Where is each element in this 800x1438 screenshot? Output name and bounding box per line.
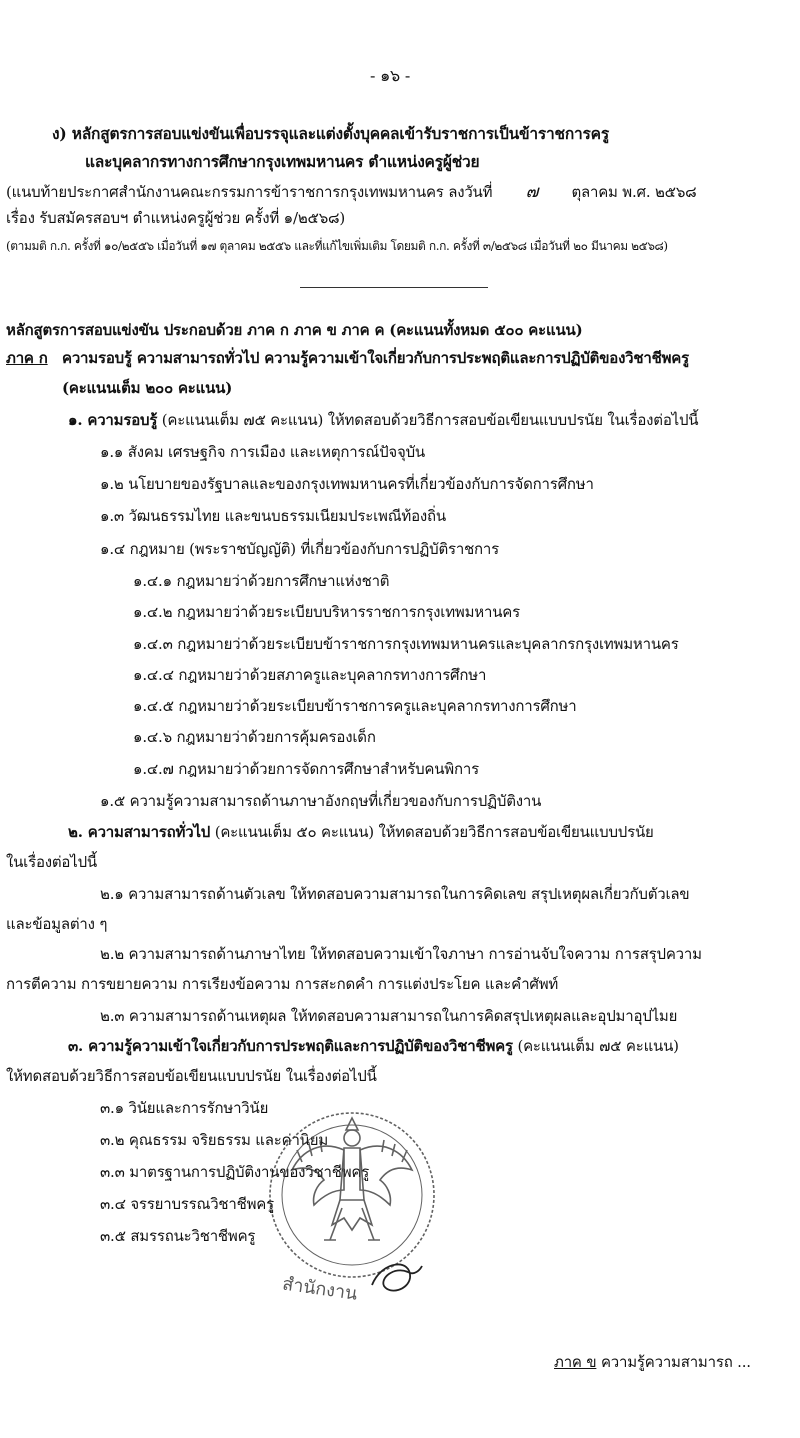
list-item-1-4-2: ๑.๔.๒ กฎหมายว่าด้วยระเบียบบริหารราชการกรุงเทพมหานคร <box>133 603 520 621</box>
list-item-2-3: ๒.๓ ความสามารถด้านเหตุผล ให้ทดสอบความสามารถในการคิดสรุปเหตุผลและอุปมาอุปไมย <box>100 1007 678 1025</box>
garuda-emblem-icon <box>262 1090 442 1310</box>
list-item-1-4-4: ๑.๔.๔ กฎหมายว่าด้วยสภาครูและบุคลากรทางการศึกษา <box>133 666 487 684</box>
list-item-1-3: ๑.๓ วัฒนธรรมไทย และขนบธรรมเนียมประเพณีท้องถิ่น <box>100 507 446 525</box>
section-3-continuation: ให้ทดสอบด้วยวิธีการสอบข้อเขียนแบบปรนัย ในเรื่องต่อไปนี้ <box>6 1067 377 1085</box>
document-title-line2: และบุคลากรทางการศึกษากรุงเทพมหานคร ตำแหน่งครูผู้ช่วย <box>85 152 480 171</box>
section-3-title: ๓. ความรู้ความเข้าใจเกี่ยวกับการประพฤติและการปฏิบัติของวิชาชีพครู <box>68 1037 513 1055</box>
section-1-title: ๑. ความรอบรู้ <box>68 411 158 429</box>
document-title-line1: ง) หลักสูตรการสอบแข่งขันเพื่อบรรจุและแต่งตั้งบุคคลเข้ารับราชการเป็นข้าราชการครู <box>52 124 609 143</box>
list-item-2-1: ๒.๑ ความสามารถด้านตัวเลข ให้ทดสอบความสามารถในการคิดเลข สรุปเหตุผลเกี่ยวกับตัวเลข <box>100 885 690 903</box>
annex-suffix: ตุลาคม พ.ศ. ๒๕๖๘ <box>571 183 697 201</box>
list-item-1-4: ๑.๔ กฎหมาย (พระราชบัญญัติ) ที่เกี่ยวข้องกับการปฏิบัติราชการ <box>100 540 500 558</box>
list-item-2-1-continuation: และข้อมูลต่าง ๆ <box>6 915 108 933</box>
annex-day-handwritten: ๗ <box>525 182 539 202</box>
part-a-heading <box>6 348 689 368</box>
list-item-3-4: ๓.๔ จรรยาบรรณวิชาชีพครู <box>100 1195 274 1213</box>
list-item-1-4-6: ๑.๔.๖ กฎหมายว่าด้วยการคุ้มครองเด็ก <box>133 728 376 746</box>
section-2-title: ๒. ความสามารถทั่วไป <box>68 823 211 841</box>
section-3-heading <box>68 1036 679 1056</box>
announcement-subject: เรื่อง รับสมัครสอบฯ ตำแหน่งครูผู้ช่วย ครั้งที่ ๑/๒๕๖๘) <box>6 209 346 227</box>
list-item-3-1: ๓.๑ วินัยและการรักษาวินัย <box>100 1099 269 1117</box>
annex-prefix: (แนบท้ายประกาศสำนักงานคณะกรรมการข้าราชการกรุงเทพมหานคร ลงวันที่ <box>6 183 493 201</box>
list-item-3-2: ๓.๒ คุณธรรม จริยธรรม และค่านิยม <box>100 1131 329 1149</box>
next-part-label: ภาค ข <box>554 1353 597 1371</box>
section-divider <box>300 287 488 288</box>
part-a-score: (คะแนนเต็ม ๒๐๐ คะแนน) <box>62 379 233 397</box>
list-item-1-4-1: ๑.๔.๑ กฎหมายว่าด้วยการศึกษาแห่งชาติ <box>133 572 390 590</box>
part-a-description: ความรอบรู้ ความสามารถทั่วไป ความรู้ความเข้าใจเกี่ยวกับการประพฤติและการปฏิบัติของวิชาชีพครู <box>62 349 689 367</box>
list-item-1-4-7: ๑.๔.๗ กฎหมายว่าด้วยการจัดการศึกษาสำหรับคนพิการ <box>133 760 479 778</box>
section-1-instruction: (คะแนนเต็ม ๗๕ คะแนน) ให้ทดสอบด้วยวิธีการสอบข้อเขียนแบบปรนัย ในเรื่องต่อไปนี้ <box>161 411 699 429</box>
list-item-1-2: ๑.๒ นโยบายของรัฐบาลและของกรุงเทพมหานครที่เกี่ยวข้องกับการจัดการศึกษา <box>100 475 594 493</box>
resolution-note: (ตามมติ ก.ก. ครั้งที่ ๑๐/๒๕๕๖ เมื่อวันที่ ๑๗ ตุลาคม ๒๕๕๖ และที่แก้ไขเพิ่มเติม โดยมติ ก.ก. ครั้งที่ ๓/๒๕๖๘ เมื่อวันที่ ๒๐ มีนาคม ๒๕๖๘) <box>6 239 668 253</box>
list-item-1-5: ๑.๕ ความรู้ความสามารถด้านภาษาอังกฤษที่เกี่ยวของกับการปฏิบัติงาน <box>100 792 542 810</box>
seal-text: สำนักงาน <box>280 1273 359 1305</box>
list-item-1-1: ๑.๑ สังคม เศรษฐกิจ การเมือง และเหตุการณ์ปัจจุบัน <box>100 443 425 461</box>
part-a-label: ภาค ก <box>6 349 48 367</box>
section-3-score: (คะแนนเต็ม ๗๕ คะแนน) <box>517 1037 679 1055</box>
list-item-1-4-5: ๑.๔.๕ กฎหมายว่าด้วยระเบียบข้าราชการครูและบุคลากรทางการศึกษา <box>133 697 577 715</box>
section-2-instruction: (คะแนนเต็ม ๕๐ คะแนน) ให้ทดสอบด้วยวิธีการสอบข้อเขียนแบบปรนัย <box>214 823 654 841</box>
list-item-1-4-3: ๑.๔.๓ กฎหมายว่าด้วยระเบียบข้าราชการกรุงเทพมหานครและบุคลากรกรุงเทพมหานคร <box>133 635 679 653</box>
list-item-3-3: ๓.๓ มาตรฐานการปฏิบัติงานของวิชาชีพครู <box>100 1163 370 1181</box>
curriculum-overview: หลักสูตรการสอบแข่งขัน ประกอบด้วย ภาค ก ภาค ข ภาค ค (คะแนนทั้งหมด ๕๐๐ คะแนน) <box>6 321 583 339</box>
next-part-text: ความรู้ความสามารถ ... <box>600 1353 751 1371</box>
list-item-3-5: ๓.๕ สมรรถนะวิชาชีพครู <box>100 1227 256 1245</box>
footer-continuation <box>554 1352 751 1372</box>
section-1-heading <box>68 410 698 430</box>
list-item-2-2-continuation: การตีความ การขยายความ การเรียงข้อความ การสะกดคำ การแต่งประโยค และคำศัพท์ <box>6 975 559 993</box>
annex-line <box>6 182 697 202</box>
page-number: - ๑๖ - <box>370 66 411 85</box>
section-2-heading <box>68 822 654 842</box>
list-item-2-2: ๒.๒ ความสามารถด้านภาษาไทย ให้ทดสอบความเข้าใจภาษา การอ่านจับใจความ การสรุปความ <box>100 945 702 963</box>
section-2-continuation: ในเรื่องต่อไปนี้ <box>6 853 97 871</box>
